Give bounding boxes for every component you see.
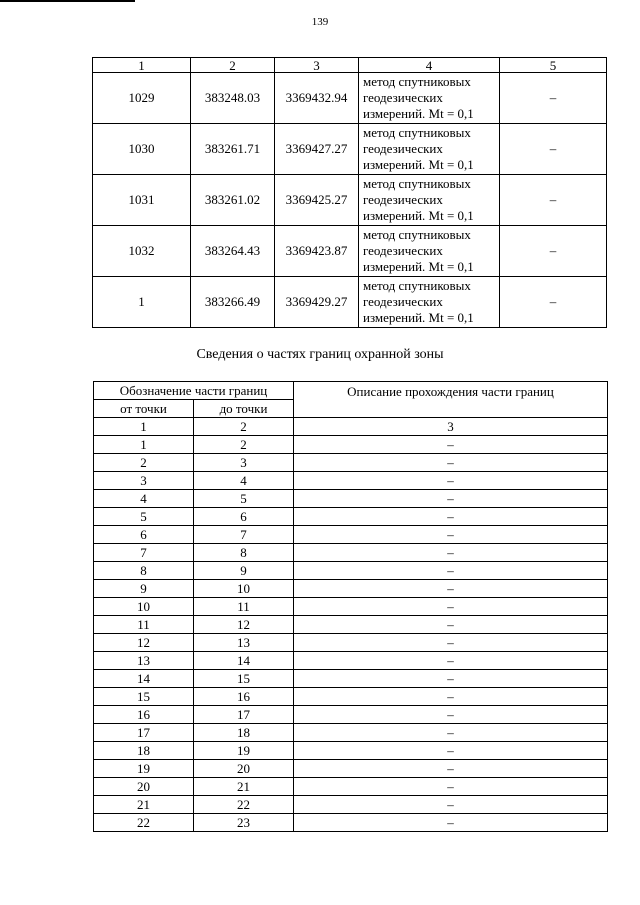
to-point-cell: 23 bbox=[194, 814, 294, 832]
parts-table-row bbox=[94, 724, 608, 742]
method-line: геодезических bbox=[363, 243, 443, 258]
parts-table-row bbox=[94, 742, 608, 760]
to-point-cell: 4 bbox=[194, 472, 294, 490]
method-cell bbox=[359, 124, 500, 175]
to-point-cell: 20 bbox=[194, 760, 294, 778]
point-cell: 1032 bbox=[93, 226, 191, 277]
description-cell: – bbox=[294, 724, 608, 742]
description-cell: – bbox=[294, 706, 608, 724]
from-point-cell: 17 bbox=[94, 724, 194, 742]
parts-table-row bbox=[94, 670, 608, 688]
from-point-cell: 3 bbox=[94, 472, 194, 490]
to-point-cell: 22 bbox=[194, 796, 294, 814]
note-cell: – bbox=[500, 124, 607, 175]
from-point-cell: 1 bbox=[94, 436, 194, 454]
description-cell: – bbox=[294, 562, 608, 580]
to-point-cell: 17 bbox=[194, 706, 294, 724]
from-point-cell: 4 bbox=[94, 490, 194, 508]
from-point-cell: 7 bbox=[94, 544, 194, 562]
to-point-cell: 18 bbox=[194, 724, 294, 742]
from-point-cell: 10 bbox=[94, 598, 194, 616]
method-cell bbox=[359, 73, 500, 124]
coords-table-row bbox=[93, 226, 607, 277]
description-cell: – bbox=[294, 796, 608, 814]
corner-rule bbox=[0, 0, 135, 2]
parts-table-row bbox=[94, 454, 608, 472]
parts-table-row bbox=[94, 562, 608, 580]
parts-table-row bbox=[94, 706, 608, 724]
note-cell: – bbox=[500, 226, 607, 277]
from-point-cell: 9 bbox=[94, 580, 194, 598]
description-cell: – bbox=[294, 760, 608, 778]
parts-table-row bbox=[94, 796, 608, 814]
from-point-cell: 8 bbox=[94, 562, 194, 580]
from-point-cell: 11 bbox=[94, 616, 194, 634]
method-line: измерений. Mt = 0,1 bbox=[363, 106, 474, 121]
parts-table-row bbox=[94, 616, 608, 634]
y-cell: 3369427.27 bbox=[275, 124, 359, 175]
parts-table-row bbox=[94, 580, 608, 598]
description-cell: – bbox=[294, 598, 608, 616]
from-point-cell: 6 bbox=[94, 526, 194, 544]
from-point-cell: 13 bbox=[94, 652, 194, 670]
parts-header-row-1 bbox=[94, 382, 608, 400]
boundary-parts-table bbox=[93, 381, 608, 832]
coords-col-2-header: 2 bbox=[191, 58, 275, 73]
description-cell: – bbox=[294, 472, 608, 490]
from-point-cell: 14 bbox=[94, 670, 194, 688]
parts-table-row bbox=[94, 598, 608, 616]
parts-numbering-cell: 3 bbox=[294, 418, 608, 436]
parts-numbering-cell: 1 bbox=[94, 418, 194, 436]
description-cell: – bbox=[294, 526, 608, 544]
coords-col-5-header: 5 bbox=[500, 58, 607, 73]
description-cell: – bbox=[294, 580, 608, 598]
section-title: Сведения о частях границ охранной зоны bbox=[196, 347, 444, 362]
to-point-cell: 5 bbox=[194, 490, 294, 508]
description-cell: – bbox=[294, 814, 608, 832]
parts-table-row bbox=[94, 688, 608, 706]
parts-table-row bbox=[94, 472, 608, 490]
from-point-cell: 20 bbox=[94, 778, 194, 796]
method-line: метод спутниковых bbox=[363, 227, 471, 242]
y-cell: 3369425.27 bbox=[275, 175, 359, 226]
to-point-cell: 10 bbox=[194, 580, 294, 598]
coords-col-4-header: 4 bbox=[359, 58, 500, 73]
from-point-cell: 15 bbox=[94, 688, 194, 706]
from-point-cell: 2 bbox=[94, 454, 194, 472]
y-cell: 3369429.27 bbox=[275, 277, 359, 328]
description-cell: – bbox=[294, 778, 608, 796]
to-point-cell: 7 bbox=[194, 526, 294, 544]
method-line: геодезических bbox=[363, 90, 443, 105]
parts-table-row bbox=[94, 544, 608, 562]
from-point-cell: 16 bbox=[94, 706, 194, 724]
coords-header-row bbox=[93, 58, 607, 73]
method-line: метод спутниковых bbox=[363, 125, 471, 140]
coords-table-row bbox=[93, 73, 607, 124]
x-cell: 383248.03 bbox=[191, 73, 275, 124]
to-point-cell: 11 bbox=[194, 598, 294, 616]
point-cell: 1 bbox=[93, 277, 191, 328]
to-point-cell: 14 bbox=[194, 652, 294, 670]
y-cell: 3369423.87 bbox=[275, 226, 359, 277]
point-cell: 1030 bbox=[93, 124, 191, 175]
method-cell bbox=[359, 277, 500, 328]
description-cell: – bbox=[294, 508, 608, 526]
parts-table-row bbox=[94, 526, 608, 544]
coords-table-row bbox=[93, 124, 607, 175]
coords-col-1-header: 1 bbox=[93, 58, 191, 73]
point-cell: 1029 bbox=[93, 73, 191, 124]
method-line: измерений. Mt = 0,1 bbox=[363, 208, 474, 223]
description-cell: – bbox=[294, 688, 608, 706]
parts-numbering-cell: 2 bbox=[194, 418, 294, 436]
to-point-cell: 9 bbox=[194, 562, 294, 580]
from-point-cell: 22 bbox=[94, 814, 194, 832]
description-cell: – bbox=[294, 652, 608, 670]
point-cell: 1031 bbox=[93, 175, 191, 226]
method-cell bbox=[359, 226, 500, 277]
note-cell: – bbox=[500, 175, 607, 226]
x-cell: 383261.02 bbox=[191, 175, 275, 226]
from-point-cell: 21 bbox=[94, 796, 194, 814]
to-point-cell: 19 bbox=[194, 742, 294, 760]
y-cell: 3369432.94 bbox=[275, 73, 359, 124]
parts-table-row bbox=[94, 652, 608, 670]
note-cell: – bbox=[500, 277, 607, 328]
parts-table-row bbox=[94, 778, 608, 796]
method-line: геодезических bbox=[363, 192, 443, 207]
x-cell: 383266.49 bbox=[191, 277, 275, 328]
coords-table-row bbox=[93, 175, 607, 226]
description-cell: – bbox=[294, 616, 608, 634]
parts-table-row bbox=[94, 436, 608, 454]
x-cell: 383264.43 bbox=[191, 226, 275, 277]
to-point-cell: 8 bbox=[194, 544, 294, 562]
parts-table-row bbox=[94, 814, 608, 832]
from-point-cell: 18 bbox=[94, 742, 194, 760]
method-line: геодезических bbox=[363, 294, 443, 309]
method-cell bbox=[359, 175, 500, 226]
description-cell: – bbox=[294, 436, 608, 454]
from-point-cell: 19 bbox=[94, 760, 194, 778]
description-cell: – bbox=[294, 490, 608, 508]
description-cell: – bbox=[294, 544, 608, 562]
description-cell: – bbox=[294, 742, 608, 760]
to-point-cell: 16 bbox=[194, 688, 294, 706]
parts-numbering-row bbox=[94, 418, 608, 436]
to-point-cell: 3 bbox=[194, 454, 294, 472]
x-cell: 383261.71 bbox=[191, 124, 275, 175]
parts-from-header: от точки bbox=[94, 400, 194, 418]
to-point-cell: 15 bbox=[194, 670, 294, 688]
to-point-cell: 13 bbox=[194, 634, 294, 652]
method-line: метод спутниковых bbox=[363, 176, 471, 191]
coords-col-3-header: 3 bbox=[275, 58, 359, 73]
parts-to-header: до точки bbox=[194, 400, 294, 418]
description-cell: – bbox=[294, 670, 608, 688]
to-point-cell: 12 bbox=[194, 616, 294, 634]
parts-description-header: Описание прохождения части границ bbox=[294, 382, 608, 418]
parts-table-row bbox=[94, 760, 608, 778]
parts-table-row bbox=[94, 508, 608, 526]
note-cell: – bbox=[500, 73, 607, 124]
method-line: измерений. Mt = 0,1 bbox=[363, 310, 474, 325]
method-line: измерений. Mt = 0,1 bbox=[363, 259, 474, 274]
coordinates-table bbox=[92, 57, 607, 328]
parts-table-row bbox=[94, 634, 608, 652]
method-line: измерений. Mt = 0,1 bbox=[363, 157, 474, 172]
description-cell: – bbox=[294, 454, 608, 472]
to-point-cell: 21 bbox=[194, 778, 294, 796]
method-line: метод спутниковых bbox=[363, 74, 471, 89]
to-point-cell: 2 bbox=[194, 436, 294, 454]
description-cell: – bbox=[294, 634, 608, 652]
page-number: 139 bbox=[311, 16, 329, 28]
from-point-cell: 12 bbox=[94, 634, 194, 652]
coords-table-row bbox=[93, 277, 607, 328]
method-line: геодезических bbox=[363, 141, 443, 156]
from-point-cell: 5 bbox=[94, 508, 194, 526]
parts-table-row bbox=[94, 490, 608, 508]
to-point-cell: 6 bbox=[194, 508, 294, 526]
method-line: метод спутниковых bbox=[363, 278, 471, 293]
parts-group-header: Обозначение части границ bbox=[94, 382, 294, 400]
